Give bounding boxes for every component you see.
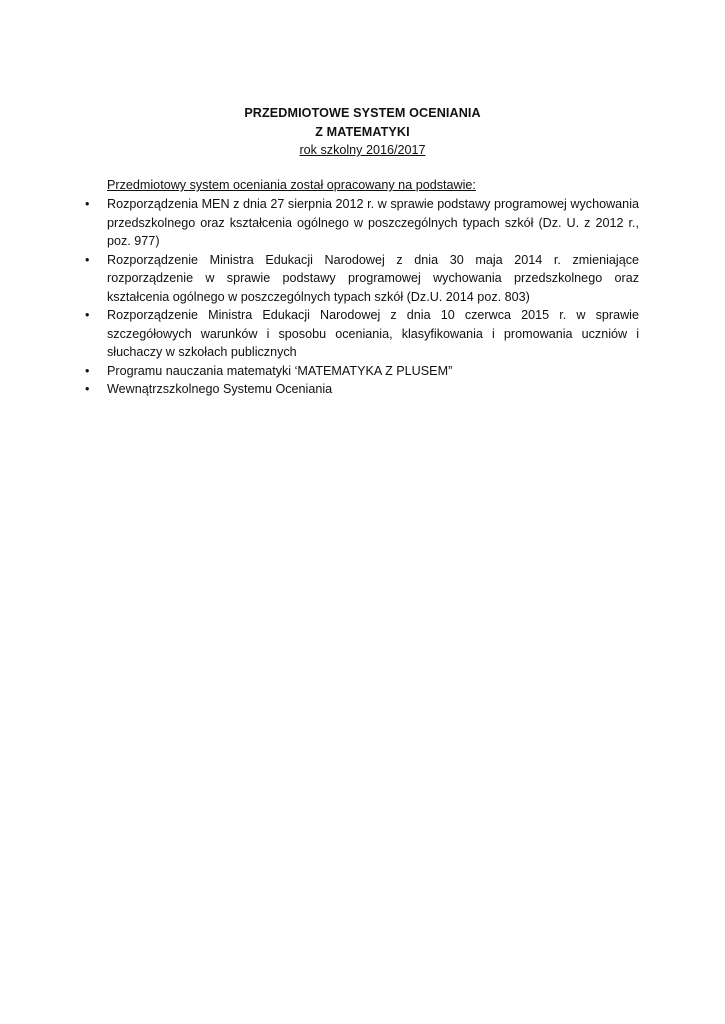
list-item-text: Programu nauczania matematyki ‘MATEMATYKA Z PLUSEM” bbox=[107, 363, 453, 378]
list-item bbox=[85, 380, 639, 399]
bullet-icon: • bbox=[85, 382, 90, 396]
list-item-text: Rozporządzenie Ministra Edukacji Narodowej z dnia 30 maja 2014 r. zmieniające rozporządzenie w sprawie podstawy programowej wychowania przedszkolnego oraz kształcenia ogólnego w poszczególnych typach szkół (Dz.U. 2014 poz. 803) bbox=[107, 252, 639, 304]
list-item-text: Wewnątrzszkolnego Systemu Oceniania bbox=[107, 382, 333, 396]
bullet-icon: • bbox=[85, 252, 90, 267]
school-year: rok szkolny 2016/2017 bbox=[299, 143, 426, 157]
bullet-icon: • bbox=[85, 308, 90, 322]
list-item bbox=[85, 195, 639, 251]
document-subject: Z MATEMATYKI bbox=[315, 124, 410, 139]
document-title: PRZEDMIOTOWE SYSTEM OCENIANIA bbox=[244, 106, 481, 120]
intro-text: Przedmiotowy system oceniania został opracowany na podstawie: bbox=[107, 178, 476, 192]
list-item bbox=[85, 251, 639, 307]
document-header bbox=[0, 104, 725, 160]
list-item bbox=[85, 362, 639, 381]
list-item-text: Rozporządzenie Ministra Edukacji Narodowej z dnia 10 czerwca 2015 r. w sprawie szczegółowych warunków i sposobu oceniania, klasyfikowania i promowania uczniów i słuchaczy w szkołach publicznych bbox=[107, 308, 639, 359]
legal-basis-list bbox=[85, 195, 639, 399]
list-item bbox=[85, 306, 639, 362]
bullet-icon: • bbox=[85, 197, 90, 211]
list-item-text: Rozporządzenia MEN z dnia 27 sierpnia 2012 r. w sprawie podstawy programowej wychowania przedszkolnego oraz kształcenia ogólnego w poszczególnych typach szkół (Dz. U. z 2012 r., poz. 977) bbox=[107, 197, 639, 248]
bullet-icon: • bbox=[85, 363, 90, 378]
